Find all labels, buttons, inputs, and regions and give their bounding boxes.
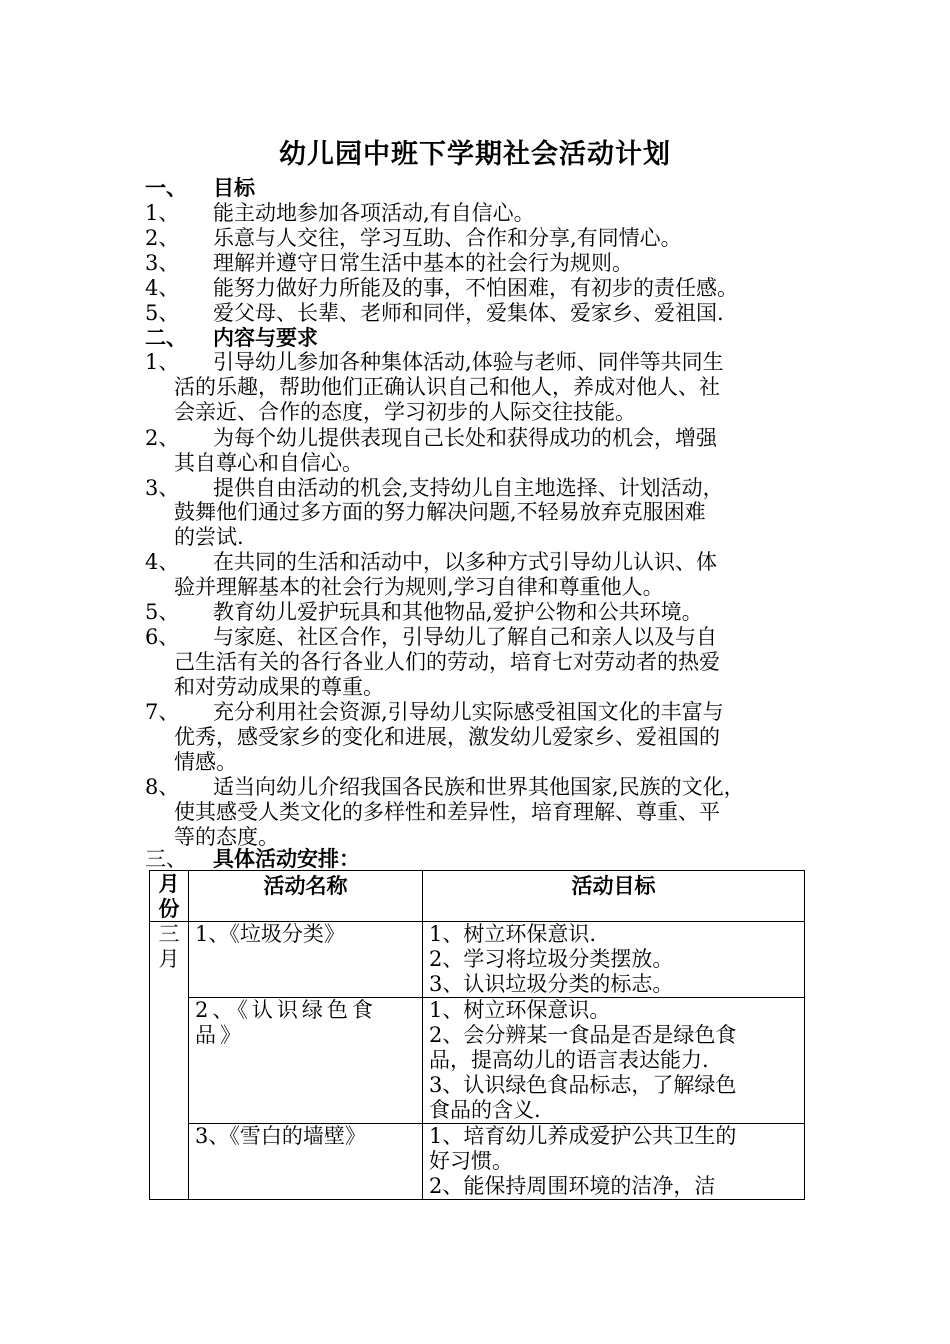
table-row <box>150 1124 805 1200</box>
table-header-row <box>150 871 805 922</box>
list-item: 4、 在共同的生活和活动中，以多种方式引导幼儿认识、体 <box>145 550 717 574</box>
activity-name-cell: 2、《认识绿色食 品》 <box>189 998 423 1124</box>
activity-name-cell: 1、《垃圾分类》 <box>189 922 423 998</box>
activity-schedule-table <box>149 870 805 1200</box>
section-heading-goals: 一、 目标 <box>145 175 255 200</box>
list-item-continuation: 使其感受人类文化的多样性和差异性，培育理解、尊重、平 <box>174 800 720 824</box>
list-item-continuation: 情感。 <box>174 750 237 774</box>
activity-name-cell: 3、《雪白的墙壁》 <box>189 1124 423 1200</box>
list-item: 8、 适当向幼儿介绍我国各民族和世界其他国家,民族的文化， <box>145 775 745 799</box>
month-cell: 三 月 <box>150 922 189 1200</box>
table-row <box>150 998 805 1124</box>
page-title: 幼儿园中班下学期社会活动计划 <box>279 139 671 170</box>
list-item: 3、 提供自由活动的机会,支持幼儿自主地选择、计划活动， <box>145 476 724 500</box>
list-item: 1、 能主动地参加各项活动,有自信心。 <box>145 201 535 225</box>
list-item-continuation: 验并理解基本的社会行为规则,学习自律和尊重他人。 <box>174 575 664 599</box>
list-item: 1、 引导幼儿参加各种集体活动,体验与老师、同伴等共同生 <box>145 350 724 374</box>
list-item: 4、 能努力做好力所能及的事，不怕困难，有初步的责任感。 <box>145 276 738 300</box>
list-item-continuation: 和对劳动成果的尊重。 <box>174 675 384 699</box>
activity-goal-cell: 1、树立环保意识。 2、会分辨某一食品是否是绿色食 品，提高幼儿的语言表达能力. 3、认识绿色食品标志，了解绿色 食品的含义. <box>423 998 805 1124</box>
section-heading-schedule: 三、 具体活动安排： <box>145 846 360 871</box>
list-item-continuation: 活的乐趣，帮助他们正确认识自己和他人，养成对他人、社 <box>174 375 720 399</box>
list-item: 6、 与家庭、社区合作，引导幼儿了解自己和亲人以及与自 <box>145 625 717 649</box>
list-item-continuation: 优秀，感受家乡的变化和进展，激发幼儿爱家乡、爱祖国的 <box>174 725 720 749</box>
list-item-continuation: 等的态度。 <box>174 825 279 849</box>
activity-goal-cell: 1、培育幼儿养成爱护公共卫生的 好习惯。 2、能保持周围环境的洁净，洁 <box>423 1124 805 1200</box>
list-item: 3、 理解并遵守日常生活中基本的社会行为规则。 <box>145 251 633 275</box>
list-item-continuation: 鼓舞他们通过多方面的努力解决问题,不轻易放弃克服困难 <box>174 500 706 524</box>
list-item: 5、 爱父母、长辈、老师和同伴，爱集体、爱家乡、爱祖国. <box>145 301 724 325</box>
list-item-continuation: 会亲近、合作的态度，学习初步的人际交往技能。 <box>174 400 636 424</box>
header-activity-name: 活动名称 <box>189 871 423 922</box>
list-item-continuation: 己生活有关的各行各业人们的劳动，培育七对劳动者的热爱 <box>174 650 720 674</box>
activity-goal-cell: 1、树立环保意识. 2、学习将垃圾分类摆放。 3、认识垃圾分类的标志。 <box>423 922 805 998</box>
list-item-continuation: 其自尊心和自信心。 <box>174 451 363 475</box>
header-month: 月 份 <box>150 871 189 922</box>
header-activity-goal: 活动目标 <box>423 871 805 922</box>
section-heading-content: 二、 内容与要求 <box>145 325 318 350</box>
list-item-continuation: 的尝试. <box>174 525 244 549</box>
table-row <box>150 922 805 998</box>
list-item: 2、 为每个幼儿提供表现自己长处和获得成功的机会，增强 <box>145 426 717 450</box>
list-item: 5、 教育幼儿爱护玩具和其他物品,爱护公物和公共环境。 <box>145 600 703 624</box>
list-item: 2、 乐意与人交往，学习互助、合作和分享,有同情心。 <box>145 226 682 250</box>
list-item: 7、 充分利用社会资源,引导幼儿实际感受祖国文化的丰富与 <box>145 700 724 724</box>
